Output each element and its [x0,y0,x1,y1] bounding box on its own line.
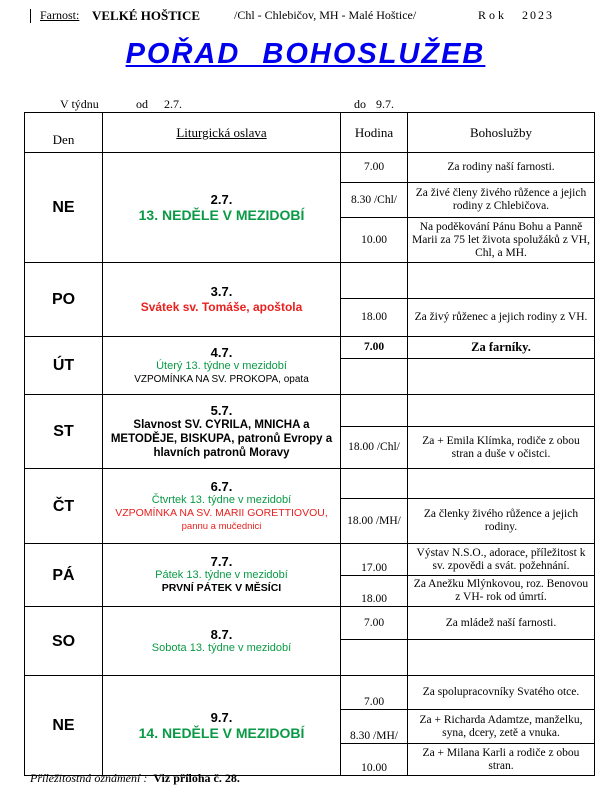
parish-name: VELKÉ HOŠTICE [92,8,201,23]
week-from-label: od [136,97,148,111]
time-cell: 10.00 [341,218,408,263]
time-cell [341,263,408,299]
page-title: POŘAD BOHOSLUŽEB [125,38,486,70]
service-cell: Na poděkování Pánu Bohu a Panně Marii za 75 let života spolužáků z VH, Chl, a MH. [408,218,595,263]
date: 4.7. [210,344,233,360]
time-cell: 8.30 /MH/ [341,710,408,744]
time-cell [341,640,408,676]
service-cell: Za + Emila Klímka, rodiče z obou stran a duše v očistci. [408,427,595,469]
time-cell: 18.00 /Chl/ [341,427,408,469]
time-cell: 18.00 /MH/ [341,499,408,544]
year-label: R o k [478,8,505,22]
table-row [25,676,595,710]
service-cell [408,263,595,299]
week-from: 2.7. [164,97,182,111]
date: 6.7. [210,478,233,494]
time-cell: 18.00 [341,299,408,337]
footer [30,771,240,786]
col-time: Hodina [341,113,408,153]
service-cell [408,359,595,395]
date: 3.7. [210,284,233,299]
service-cell [408,640,595,676]
footer-label: Příležitostná oznámení : [30,771,148,785]
celebration-cell [103,153,341,263]
feast: Pátek 13. týdne v mezidobí [155,569,288,581]
time-cell [341,359,408,395]
service-cell: Za spolupracovníky Svatého otce. [408,676,595,710]
date: 7.7. [210,554,233,569]
places-legend: /Chl - Chlebičov, MH - Malé Hoštice/ [234,8,417,22]
memorial: PRVNÍ PÁTEK V MĚSÍCI [161,582,282,594]
service-cell [408,395,595,427]
memorial: VZPOMÍNKA NA SV. MARII GORETTIOVOU, [115,506,328,519]
service-cell: Výstav N.S.O., adorace, příležitost k sv. zpovědi a svát. požehnání. [408,544,595,576]
celebration-cell [103,263,341,337]
time-cell: 7.00 [341,337,408,359]
document-header [30,8,590,24]
table-row [25,153,595,183]
feast: 13. NEDĚLE V MEZIDOBÍ [138,207,305,223]
table-row [25,469,595,499]
feast: 14. NEDĚLE V MEZIDOBÍ [138,725,305,741]
table-row [25,263,595,299]
celebration-cell [103,607,341,676]
service-cell: Za mládež naší farnosti. [408,607,595,640]
memorial: VZPOMÍNKA NA SV. PROKOPA, opata [134,373,309,385]
day-cell: PÁ [25,544,103,607]
week-label: V týdnu [60,97,99,111]
date: 5.7. [210,402,233,418]
feast: Úterý 13. týdne v mezidobí [156,359,287,372]
page-title-wrap [0,38,611,71]
time-cell [341,395,408,427]
table-header [25,113,595,153]
service-cell: Za členky živého růžence a jejich rodiny. [408,499,595,544]
feast: Sobota 13. týdne v mezidobí [151,641,292,654]
time-cell [341,469,408,499]
col-celebration: Liturgická oslava [103,113,341,153]
parish-label: Farnost: [40,8,80,22]
date: 9.7. [210,710,233,725]
service-cell [408,469,595,499]
service-cell: Za rodiny naší farnosti. [408,153,595,183]
service-cell: Za + Richarda Adamtze, manželku, syna, dcery, zetě a vnuka. [408,710,595,744]
feast: Čtvrtek 13. týdne v mezidobí [151,493,292,506]
time-cell: 18.00 [341,576,408,607]
day-cell: SO [25,607,103,676]
day-cell: NE [25,676,103,776]
feast: Svátek sv. Tomáše, apoštola [140,300,303,314]
time-cell: 7.00 [341,607,408,640]
header-divider [30,9,31,23]
col-services: Bohoslužby [408,113,595,153]
celebration-cell [103,337,341,395]
table-row [25,544,595,576]
date: 2.7. [210,192,233,207]
celebration-cell [103,395,341,469]
time-cell: 10.00 [341,744,408,776]
footer-text: Viz příloha č. 28. [153,771,240,785]
celebration-cell [103,544,341,607]
schedule-table [24,112,595,776]
service-cell: Za Anežku Mlýnkovou, roz. Benovou z VH- rok od úmrtí. [408,576,595,607]
day-cell: ÚT [25,337,103,395]
day-cell: NE [25,153,103,263]
day-cell: PO [25,263,103,337]
celebration-cell [103,469,341,544]
week-to-label: do [354,97,366,111]
service-cell: Za živý růženec a jejich rodiny z VH. [408,299,595,337]
date: 8.7. [210,626,233,642]
table-row [25,337,595,359]
time-cell: 8.30 /Chl/ [341,183,408,218]
memorial-detail: pannu a mučednici [181,520,262,532]
day-cell: ST [25,395,103,469]
celebration-cell [103,676,341,776]
service-cell: Za živé členy živého růžence a jejich rodiny z Chlebičova. [408,183,595,218]
col-day: Den [25,113,103,153]
day-cell: ČT [25,469,103,544]
time-cell: 7.00 [341,676,408,710]
feast: Slavnost SV. CYRILA, MNICHA a METODĚJE, BISKUPA, patronů Evropy a hlavních patronů Moravy [110,418,333,459]
time-cell: 17.00 [341,544,408,576]
table-row [25,395,595,427]
table-row [25,607,595,640]
service-cell: Za + Milana Karli a rodiče z obou stran. [408,744,595,776]
service-cell: Za farníky. [408,337,595,359]
week-to: 9.7. [376,97,394,111]
year: 2023 [522,8,554,22]
week-range [0,97,611,111]
time-cell: 7.00 [341,153,408,183]
